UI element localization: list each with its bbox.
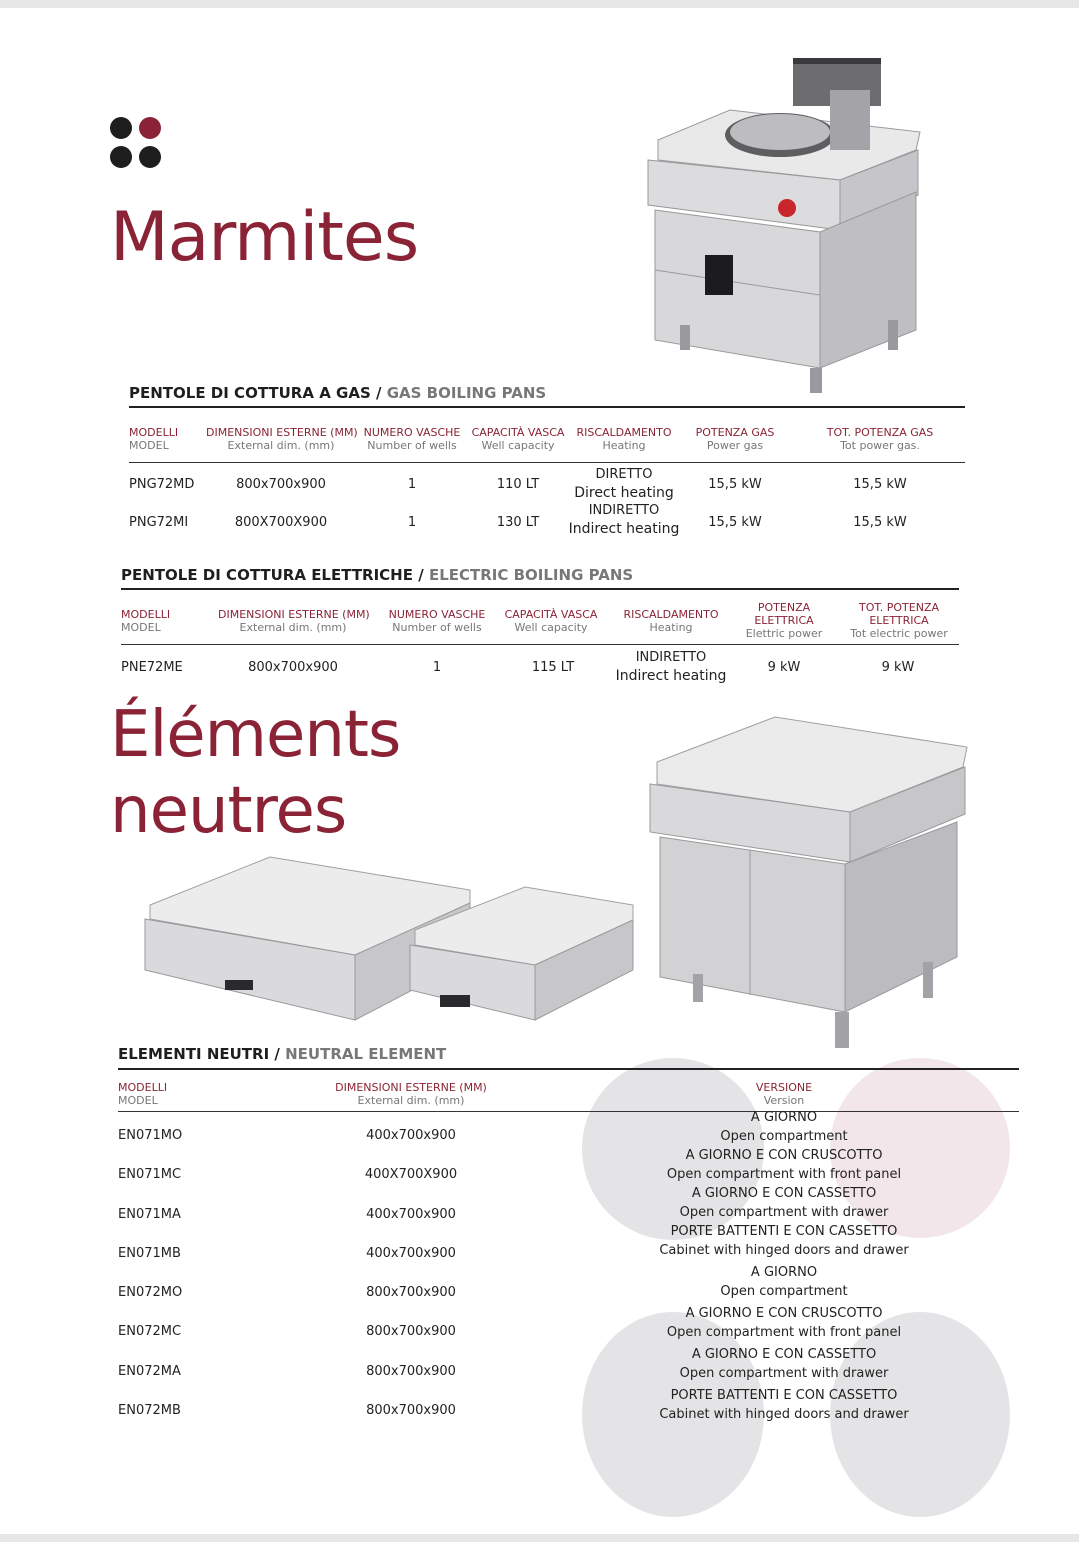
table-cell-model: EN071MA <box>118 1207 181 1222</box>
table-cell-version <box>634 1345 934 1383</box>
table-cell-dim: 800x700x900 <box>366 1285 456 1300</box>
table-cell-capacity: 115 LT <box>531 660 575 675</box>
table-cell-version <box>634 1263 934 1301</box>
table-cell-model: EN072MA <box>118 1364 181 1379</box>
boiling-pan-image <box>640 50 930 395</box>
version-italian: A GIORNO <box>750 1110 818 1125</box>
table-cell-power: 9 kW <box>767 660 801 675</box>
column-header: MODELLI MODEL <box>121 608 171 634</box>
table-cell-version <box>634 1146 934 1184</box>
table-cell-total-power: 15,5 kW <box>853 477 907 492</box>
column-header: CAPACITÀ VASCA Well capacity <box>504 608 598 634</box>
table-cell-model: EN072MO <box>118 1285 183 1300</box>
version-english: Open compartment <box>720 1129 848 1144</box>
table-cell-dim: 800x700x900 <box>248 660 338 675</box>
table-cell-dim: 400X700X900 <box>364 1167 458 1182</box>
page-title-elements: Éléments <box>110 698 401 772</box>
brand-dots-logo <box>110 117 162 169</box>
column-header: MODELLI MODEL <box>118 1081 168 1107</box>
table-cell-wells: 1 <box>432 660 442 675</box>
top-border <box>0 0 1079 8</box>
divider <box>121 644 959 645</box>
column-header: POTENZA GAS Power gas <box>695 426 775 452</box>
version-english: Cabinet with hinged doors and drawer <box>659 1243 909 1258</box>
table-cell-power: 15,5 kW <box>708 477 762 492</box>
table-cell-dim: 400x700x900 <box>366 1128 456 1143</box>
table-cell-dim: 800x700x900 <box>366 1364 456 1379</box>
table-cell-heating: INDIRETTO Indirect heating <box>615 650 727 684</box>
table-cell-dim: 400x700x900 <box>366 1246 456 1261</box>
version-english: Open compartment with front panel <box>666 1167 902 1182</box>
section-title-gas: PENTOLE DI COTTURA A GAS / GAS BOILING PANS <box>129 384 547 402</box>
column-header: RISCALDAMENTO Heating <box>623 608 719 634</box>
neutral-cabinet-image <box>645 712 975 1052</box>
page-title-neutres: neutres <box>110 774 347 848</box>
version-english: Open compartment with drawer <box>679 1366 889 1381</box>
table-cell-model: EN071MB <box>118 1246 181 1261</box>
table-cell-model: EN071MC <box>118 1167 182 1182</box>
column-header: POTENZA ELETTRICA Elettric power <box>745 601 823 640</box>
version-english: Open compartment <box>720 1284 848 1299</box>
table-cell-version <box>634 1386 934 1424</box>
column-header: DIMENSIONI ESTERNE (MM) External dim. (mm) <box>335 1081 487 1107</box>
table-cell-version <box>634 1304 934 1342</box>
table-cell-capacity: 130 LT <box>496 515 540 530</box>
section-title-neutral: ELEMENTI NEUTRI / NEUTRAL ELEMENT <box>118 1045 447 1063</box>
column-header: DIMENSIONI ESTERNE (MM) External dim. (mm) <box>218 608 370 634</box>
table-cell-dim: 800X700X900 <box>234 515 328 530</box>
column-header: RISCALDAMENTO Heating <box>576 426 672 452</box>
table-cell-model: EN072MB <box>118 1403 181 1418</box>
table-cell-model: PNG72MD <box>129 477 195 492</box>
table-cell-heating: DIRETTO Direct heating <box>574 467 674 501</box>
table-cell-dim: 400x700x900 <box>366 1207 456 1222</box>
table-cell-model: PNE72ME <box>121 660 183 675</box>
table-cell-total-power: 15,5 kW <box>853 515 907 530</box>
divider <box>121 588 959 590</box>
divider <box>129 462 965 463</box>
version-italian: A GIORNO E CON CRUSCOTTO <box>685 1306 883 1321</box>
table-cell-version <box>634 1222 934 1260</box>
table-cell-wells: 1 <box>407 515 417 530</box>
table-cell-power: 15,5 kW <box>708 515 762 530</box>
table-cell-version <box>634 1108 934 1146</box>
version-italian: PORTE BATTENTI E CON CASSETTO <box>670 1224 898 1239</box>
column-header: MODELLI MODEL <box>129 426 179 452</box>
table-cell-version <box>634 1184 934 1222</box>
version-english: Open compartment with front panel <box>666 1325 902 1340</box>
section-title-electric: PENTOLE DI COTTURA ELETTRICHE / ELECTRIC BOILING PANS <box>121 566 634 584</box>
table-cell-dim: 800x700x900 <box>366 1324 456 1339</box>
column-header: TOT. POTENZA ELETTRICA Tot electric power <box>850 601 948 640</box>
column-header: CAPACITÀ VASCA Well capacity <box>471 426 565 452</box>
table-cell-wells: 1 <box>407 477 417 492</box>
version-english: Open compartment with drawer <box>679 1205 889 1220</box>
version-italian: A GIORNO E CON CASSETTO <box>691 1186 877 1201</box>
bottom-border <box>0 1534 1079 1542</box>
divider <box>129 406 965 408</box>
table-cell-dim: 800x700x900 <box>236 477 326 492</box>
neutral-element-800-image <box>405 885 635 1030</box>
column-header: DIMENSIONI ESTERNE (MM) External dim. (mm) <box>206 426 358 452</box>
table-cell-heating: INDIRETTO Indirect heating <box>568 503 680 537</box>
column-header: NUMERO VASCHE Number of wells <box>363 426 461 452</box>
version-italian: A GIORNO E CON CRUSCOTTO <box>685 1148 883 1163</box>
version-italian: A GIORNO E CON CASSETTO <box>691 1347 877 1362</box>
version-italian: PORTE BATTENTI E CON CASSETTO <box>670 1388 898 1403</box>
version-italian: A GIORNO <box>750 1265 818 1280</box>
column-header: VERSIONE Version <box>755 1081 813 1107</box>
table-cell-dim: 800x700x900 <box>366 1403 456 1418</box>
table-cell-model: EN071MO <box>118 1128 183 1143</box>
column-header: NUMERO VASCHE Number of wells <box>388 608 486 634</box>
table-cell-total-power: 9 kW <box>881 660 915 675</box>
table-cell-model: EN072MC <box>118 1324 182 1339</box>
version-english: Cabinet with hinged doors and drawer <box>659 1407 909 1422</box>
table-cell-capacity: 110 LT <box>496 477 540 492</box>
table-cell-model: PNG72MI <box>129 515 189 530</box>
column-header: TOT. POTENZA GAS Tot power gas. <box>826 426 934 452</box>
divider <box>118 1068 1019 1070</box>
page-title-marmites: Marmites <box>110 198 419 277</box>
